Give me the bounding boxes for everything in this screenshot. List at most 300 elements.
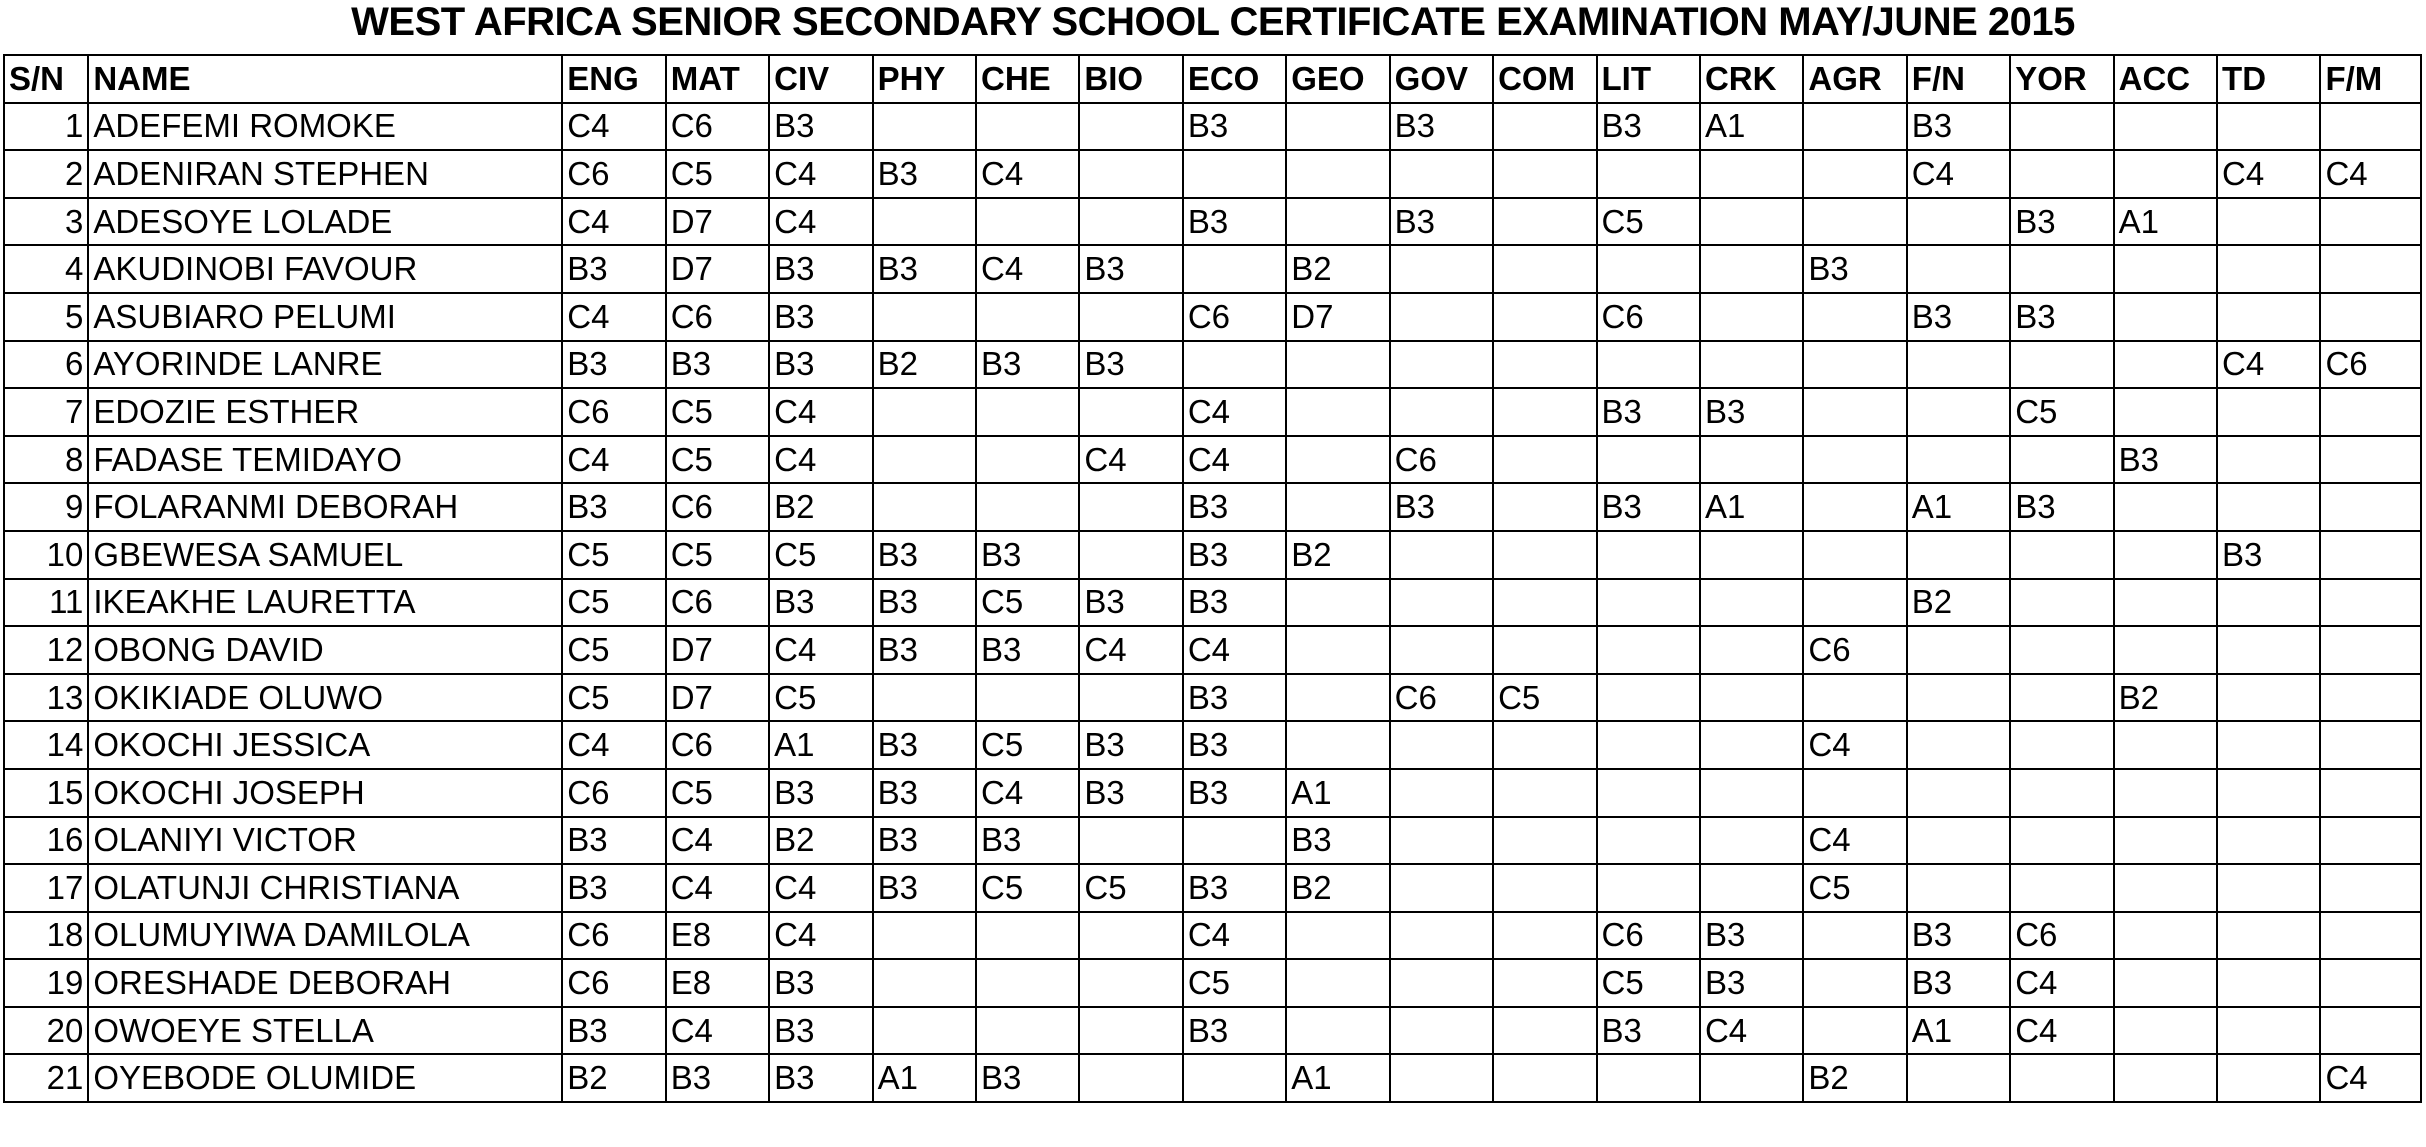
grade-cell [1079, 1007, 1182, 1055]
grade-cell [2320, 626, 2421, 674]
grade-cell: C5 [1183, 959, 1286, 1007]
grade-cell [1079, 674, 1182, 722]
grade-cell: C6 [666, 721, 769, 769]
student-name-cell: OWOEYE STELLA [88, 1007, 562, 1055]
grade-cell [2114, 1007, 2217, 1055]
grade-cell [1493, 531, 1596, 579]
grade-cell: B3 [1183, 721, 1286, 769]
grade-cell: B3 [1907, 293, 2010, 341]
grade-cell: B3 [1079, 245, 1182, 293]
grade-cell [976, 436, 1079, 484]
grade-cell [1907, 864, 2010, 912]
grade-cell: C6 [1803, 626, 1906, 674]
grade-cell [1493, 912, 1596, 960]
grade-cell: B3 [873, 721, 976, 769]
grade-cell [2010, 817, 2113, 865]
grade-cell [1803, 531, 1906, 579]
grade-cell [873, 293, 976, 341]
grade-cell [1700, 198, 1803, 246]
serial-number-cell: 19 [4, 959, 88, 1007]
grade-cell [2217, 912, 2320, 960]
grade-cell [1700, 579, 1803, 627]
grade-cell [2320, 388, 2421, 436]
grade-cell: C4 [2010, 1007, 2113, 1055]
grade-cell [2320, 245, 2421, 293]
grade-cell [1493, 483, 1596, 531]
column-header: GEO [1286, 55, 1389, 103]
grade-cell [2217, 436, 2320, 484]
grade-cell: C4 [562, 721, 665, 769]
column-header: CRK [1700, 55, 1803, 103]
grade-cell: C5 [666, 150, 769, 198]
grade-cell: C5 [769, 674, 872, 722]
grade-cell [2114, 341, 2217, 389]
grade-cell [1286, 1007, 1389, 1055]
grade-cell: C6 [1597, 912, 1700, 960]
grade-cell: B3 [562, 341, 665, 389]
grade-cell [1079, 103, 1182, 151]
grade-cell [2010, 245, 2113, 293]
grade-cell [2320, 436, 2421, 484]
column-header: MAT [666, 55, 769, 103]
serial-number-cell: 3 [4, 198, 88, 246]
student-name-cell: OKIKIADE OLUWO [88, 674, 562, 722]
grade-cell: C4 [1079, 436, 1182, 484]
grade-cell [2320, 531, 2421, 579]
grade-cell: B3 [769, 579, 872, 627]
grade-cell: C4 [769, 864, 872, 912]
table-row [4, 341, 2421, 389]
student-name-cell: FOLARANMI DEBORAH [88, 483, 562, 531]
grade-cell [1390, 769, 1493, 817]
grade-cell: B3 [873, 245, 976, 293]
grade-cell [1597, 436, 1700, 484]
grade-cell [1597, 721, 1700, 769]
grade-cell [1493, 436, 1596, 484]
student-name-cell: AKUDINOBI FAVOUR [88, 245, 562, 293]
grade-cell: D7 [666, 626, 769, 674]
grade-cell [2114, 531, 2217, 579]
grade-cell: C4 [769, 436, 872, 484]
grade-cell: C5 [666, 436, 769, 484]
grade-cell: A1 [1700, 103, 1803, 151]
grade-cell: A1 [1700, 483, 1803, 531]
grade-cell: B3 [2010, 483, 2113, 531]
table-row [4, 912, 2421, 960]
grade-cell: C4 [562, 198, 665, 246]
grade-cell [976, 912, 1079, 960]
grade-cell [1390, 245, 1493, 293]
column-header: CHE [976, 55, 1079, 103]
grade-cell [1183, 817, 1286, 865]
grade-cell [2010, 579, 2113, 627]
grade-cell: C5 [562, 579, 665, 627]
grade-cell: A1 [1907, 1007, 2010, 1055]
grade-cell [976, 388, 1079, 436]
grade-cell: B3 [1907, 959, 2010, 1007]
grade-cell [2010, 531, 2113, 579]
grade-cell [1803, 912, 1906, 960]
grade-cell: B3 [769, 293, 872, 341]
grade-cell [1700, 436, 1803, 484]
grade-cell: C5 [562, 531, 665, 579]
grade-cell: C6 [562, 150, 665, 198]
grade-cell [1907, 721, 2010, 769]
grade-cell: C4 [976, 150, 1079, 198]
grade-cell [1390, 959, 1493, 1007]
table-row [4, 293, 2421, 341]
grade-cell [1597, 579, 1700, 627]
grade-cell [2217, 959, 2320, 1007]
grade-cell: B2 [1907, 579, 2010, 627]
grade-cell [1390, 817, 1493, 865]
grade-cell [1286, 341, 1389, 389]
grade-cell [1286, 674, 1389, 722]
grade-cell [2010, 150, 2113, 198]
table-row [4, 626, 2421, 674]
table-row [4, 436, 2421, 484]
grade-cell [1493, 817, 1596, 865]
grade-cell: C5 [1597, 198, 1700, 246]
grade-cell: C6 [1390, 674, 1493, 722]
grade-cell: C4 [769, 626, 872, 674]
grade-cell: B3 [2010, 198, 2113, 246]
grade-cell [2114, 293, 2217, 341]
grade-cell: C4 [1183, 436, 1286, 484]
grade-cell [2114, 817, 2217, 865]
grade-cell [2320, 817, 2421, 865]
grade-cell [2217, 626, 2320, 674]
student-name-cell: OBONG DAVID [88, 626, 562, 674]
grade-cell [1286, 103, 1389, 151]
grade-cell: B2 [1286, 864, 1389, 912]
grade-cell [2320, 198, 2421, 246]
grade-cell [1907, 769, 2010, 817]
grade-cell [1390, 912, 1493, 960]
grade-cell [873, 912, 976, 960]
page-title: WEST AFRICA SENIOR SECONDARY SCHOOL CERTIFICATE EXAMINATION MAY/JUNE 2015 [351, 0, 2075, 44]
grade-cell [1700, 864, 1803, 912]
grade-cell: C4 [1907, 150, 2010, 198]
grade-cell [1803, 198, 1906, 246]
grade-cell: A1 [873, 1054, 976, 1102]
grade-cell: C4 [666, 864, 769, 912]
serial-number-cell: 21 [4, 1054, 88, 1102]
grade-cell: B3 [873, 864, 976, 912]
grade-cell [2114, 388, 2217, 436]
grade-cell [1700, 626, 1803, 674]
grade-cell: B3 [1390, 483, 1493, 531]
grade-cell: C4 [666, 1007, 769, 1055]
grade-cell: B3 [976, 817, 1079, 865]
grade-cell: B3 [1183, 198, 1286, 246]
student-name-cell: IKEAKHE LAURETTA [88, 579, 562, 627]
grade-cell [976, 198, 1079, 246]
grade-cell [2320, 912, 2421, 960]
grade-cell: C4 [1183, 388, 1286, 436]
grade-cell: B3 [1700, 388, 1803, 436]
grade-cell: C4 [562, 436, 665, 484]
grade-cell [2010, 103, 2113, 151]
column-header: YOR [2010, 55, 2113, 103]
grade-cell: C5 [976, 864, 1079, 912]
grade-cell [1079, 483, 1182, 531]
grade-cell [976, 1007, 1079, 1055]
column-header: ECO [1183, 55, 1286, 103]
grade-cell [1700, 531, 1803, 579]
student-name-cell: OLATUNJI CHRISTIANA [88, 864, 562, 912]
grade-cell: C5 [562, 626, 665, 674]
grade-cell: B3 [769, 1007, 872, 1055]
grade-cell [2217, 1054, 2320, 1102]
grade-cell: C4 [976, 769, 1079, 817]
grade-cell: C6 [562, 769, 665, 817]
grade-cell [1597, 341, 1700, 389]
grade-cell [873, 103, 976, 151]
grade-cell: C5 [1597, 959, 1700, 1007]
grade-cell: B3 [976, 531, 1079, 579]
student-name-cell: ORESHADE DEBORAH [88, 959, 562, 1007]
grade-cell [2217, 198, 2320, 246]
student-name-cell: EDOZIE ESTHER [88, 388, 562, 436]
grade-cell: B3 [1183, 769, 1286, 817]
grade-cell [1493, 245, 1596, 293]
grade-cell [1803, 341, 1906, 389]
table-row [4, 388, 2421, 436]
grade-cell [2217, 579, 2320, 627]
grade-cell: B2 [1286, 245, 1389, 293]
grade-cell: C5 [976, 721, 1079, 769]
grade-cell [1286, 436, 1389, 484]
grade-cell [1803, 150, 1906, 198]
grade-cell: C4 [1183, 626, 1286, 674]
grade-cell: B3 [1390, 103, 1493, 151]
grade-cell: C6 [1597, 293, 1700, 341]
grade-cell [1493, 721, 1596, 769]
student-name-cell: OKOCHI JESSICA [88, 721, 562, 769]
serial-number-cell: 2 [4, 150, 88, 198]
grade-cell [1700, 341, 1803, 389]
grade-cell: D7 [666, 245, 769, 293]
grade-cell [1907, 531, 2010, 579]
grade-cell: C4 [769, 388, 872, 436]
column-header: PHY [873, 55, 976, 103]
grade-cell [1493, 293, 1596, 341]
grade-cell [2010, 769, 2113, 817]
grade-cell [2217, 817, 2320, 865]
grade-cell [2114, 579, 2217, 627]
grade-cell [1079, 293, 1182, 341]
grade-cell [2320, 103, 2421, 151]
grade-cell: B3 [1183, 1007, 1286, 1055]
student-name-cell: ADEFEMI ROMOKE [88, 103, 562, 151]
grade-cell [2010, 1054, 2113, 1102]
grade-cell [1286, 579, 1389, 627]
table-row [4, 864, 2421, 912]
serial-number-cell: 11 [4, 579, 88, 627]
grade-cell: B3 [562, 483, 665, 531]
student-name-cell: GBEWESA SAMUEL [88, 531, 562, 579]
grade-cell: C4 [2320, 1054, 2421, 1102]
grade-cell: B2 [1803, 1054, 1906, 1102]
grade-cell [1079, 531, 1182, 579]
grade-cell [1493, 1007, 1596, 1055]
grade-cell [1183, 150, 1286, 198]
grade-cell [1803, 483, 1906, 531]
grade-cell: C5 [976, 579, 1079, 627]
grade-cell: B3 [1700, 959, 1803, 1007]
grade-cell: C6 [2320, 341, 2421, 389]
table-row [4, 245, 2421, 293]
grade-cell [1390, 341, 1493, 389]
grade-cell: C6 [666, 483, 769, 531]
grade-cell: B3 [1183, 579, 1286, 627]
grade-cell [1597, 150, 1700, 198]
grade-cell [873, 483, 976, 531]
grade-cell: A1 [1286, 1054, 1389, 1102]
grade-cell [1079, 912, 1182, 960]
grade-cell [1493, 959, 1596, 1007]
grade-cell [1907, 626, 2010, 674]
grade-cell [1079, 150, 1182, 198]
grade-cell [1079, 959, 1182, 1007]
grade-cell [2010, 341, 2113, 389]
serial-number-cell: 5 [4, 293, 88, 341]
grade-cell [2010, 626, 2113, 674]
grade-cell [1286, 959, 1389, 1007]
grade-cell: B2 [1286, 531, 1389, 579]
grade-cell [1390, 1007, 1493, 1055]
grade-cell: C4 [1079, 626, 1182, 674]
grade-cell [1286, 721, 1389, 769]
grade-cell: C4 [769, 912, 872, 960]
grade-cell [2320, 721, 2421, 769]
grade-cell: B3 [1183, 864, 1286, 912]
grade-cell [873, 198, 976, 246]
grade-cell: B3 [769, 769, 872, 817]
grade-cell: B2 [873, 341, 976, 389]
grade-cell: C4 [769, 150, 872, 198]
grade-cell [1907, 817, 2010, 865]
grade-cell: B3 [769, 245, 872, 293]
table-row [4, 198, 2421, 246]
grade-cell: B3 [769, 959, 872, 1007]
grade-cell: C4 [2010, 959, 2113, 1007]
grade-cell [2114, 721, 2217, 769]
grade-cell [1700, 769, 1803, 817]
column-header: GOV [1390, 55, 1493, 103]
student-name-cell: OLANIYI VICTOR [88, 817, 562, 865]
grade-cell: B3 [1079, 579, 1182, 627]
grade-cell: B3 [1079, 721, 1182, 769]
grade-cell [1390, 293, 1493, 341]
grade-cell [2320, 864, 2421, 912]
student-name-cell: ADESOYE LOLADE [88, 198, 562, 246]
column-header: CIV [769, 55, 872, 103]
grade-cell: D7 [666, 674, 769, 722]
table-row [4, 1007, 2421, 1055]
student-name-cell: AYORINDE LANRE [88, 341, 562, 389]
column-header: COM [1493, 55, 1596, 103]
grade-cell [2114, 483, 2217, 531]
student-name-cell: ADENIRAN STEPHEN [88, 150, 562, 198]
grade-cell: B3 [2010, 293, 2113, 341]
grade-cell [1286, 198, 1389, 246]
grade-cell: E8 [666, 959, 769, 1007]
serial-number-cell: 20 [4, 1007, 88, 1055]
grade-cell [2010, 864, 2113, 912]
grade-cell: B3 [666, 1054, 769, 1102]
grade-cell [1493, 1054, 1596, 1102]
grade-cell: C5 [2010, 388, 2113, 436]
grade-cell [2217, 245, 2320, 293]
grade-cell: C5 [1079, 864, 1182, 912]
table-row [4, 150, 2421, 198]
grade-cell: C4 [2320, 150, 2421, 198]
student-name-cell: ASUBIARO PELUMI [88, 293, 562, 341]
grade-cell: C6 [1183, 293, 1286, 341]
grade-cell [2320, 483, 2421, 531]
grade-cell: B3 [769, 341, 872, 389]
grade-cell [1183, 1054, 1286, 1102]
grade-cell: B3 [1907, 103, 2010, 151]
grade-cell: C6 [666, 579, 769, 627]
grade-cell: C6 [562, 912, 665, 960]
grade-cell: B3 [976, 341, 1079, 389]
table-row [4, 531, 2421, 579]
grade-cell [1803, 579, 1906, 627]
grade-cell [976, 293, 1079, 341]
grade-cell [2320, 674, 2421, 722]
grade-cell [1597, 817, 1700, 865]
grade-cell: B3 [873, 579, 976, 627]
grade-cell [976, 959, 1079, 1007]
grade-cell [1390, 1054, 1493, 1102]
grade-cell [1700, 817, 1803, 865]
serial-number-cell: 12 [4, 626, 88, 674]
grade-cell: B3 [1907, 912, 2010, 960]
grade-cell: C4 [1183, 912, 1286, 960]
grade-cell [2010, 436, 2113, 484]
grade-cell [1183, 341, 1286, 389]
grade-cell [2010, 674, 2113, 722]
column-header: ACC [2114, 55, 2217, 103]
grade-cell [2217, 864, 2320, 912]
grade-cell [1493, 769, 1596, 817]
grade-cell: C5 [666, 769, 769, 817]
grade-cell [2320, 579, 2421, 627]
grade-cell: A1 [1286, 769, 1389, 817]
grade-cell: B3 [1597, 388, 1700, 436]
grade-cell: B3 [976, 1054, 1079, 1102]
grade-cell: B3 [769, 103, 872, 151]
grade-cell [1286, 912, 1389, 960]
grade-cell [1700, 293, 1803, 341]
grade-cell [1907, 198, 2010, 246]
grade-cell [1700, 150, 1803, 198]
grade-cell [2217, 769, 2320, 817]
grade-cell: B3 [1286, 817, 1389, 865]
grade-cell [1493, 103, 1596, 151]
grade-cell [2114, 912, 2217, 960]
grade-cell: B3 [1183, 531, 1286, 579]
table-body [4, 103, 2421, 1102]
grade-cell [1803, 769, 1906, 817]
grade-cell [1390, 864, 1493, 912]
grade-cell [1803, 674, 1906, 722]
grade-cell: C6 [562, 388, 665, 436]
table-row [4, 721, 2421, 769]
